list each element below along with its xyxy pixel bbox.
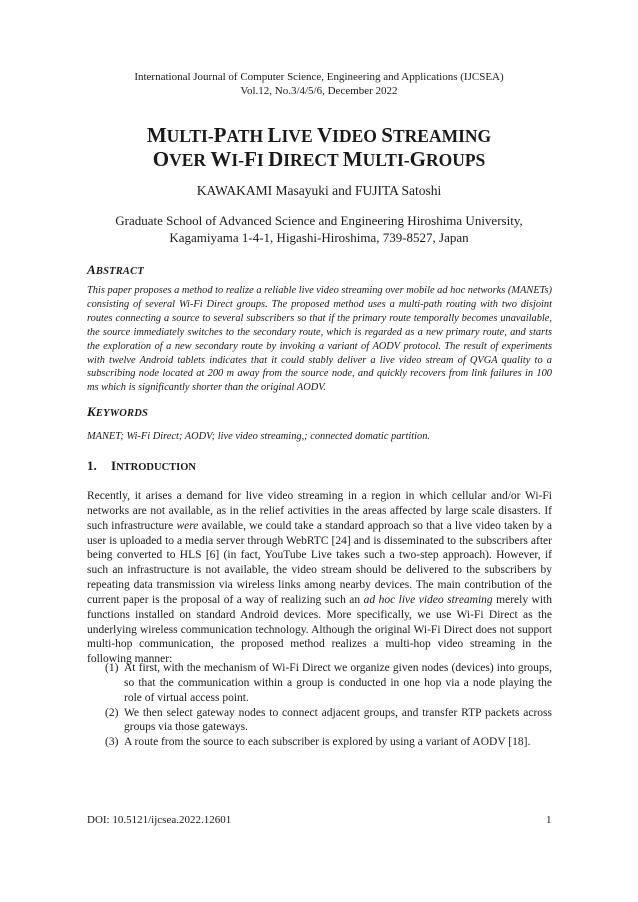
list-item	[105, 735, 552, 750]
list-item-text: We then select gateway nodes to connect adjacent groups, and transfer RTP packets across groups via those gateways.	[124, 706, 552, 734]
introduction-paragraph: Recently, it arises a demand for live video streaming in a region in which cellular and/or Wi-Fi networks are not available, as in the relief activities in the areas affected by large scale disasters. If such infrastructure were available, we could take a standard approach so that a live video taken by a user is uploaded to a media server through WebRTC [24] and is disseminated to the subscribers after being converted to HLS [6] (in fact, YouTube Live takes such a two-step approach). However, if such an infrastructure is not available, the video stream should be delivered to the subscribers by repeating data transmission via wireless links among nearby devices. The main contribution of the current paper is the proposal of a way of realizing such an ad hoc live video streaming merely with functions installed on standard Android devices. More specifically, we use Wi-Fi Direct as the underlying wireless communication technology. Although the original Wi-Fi Direct does not support multi-hop communication, the proposed method realizes a multi-hop video streaming in the following manner:	[87, 490, 552, 666]
journal-name: International Journal of Computer Science, Engineering and Applications (IJCSEA)	[134, 71, 504, 83]
method-steps-list	[105, 661, 552, 750]
keywords-heading: KEYWORDS	[87, 404, 149, 419]
paper-title	[0, 124, 638, 172]
title-line-1: MULTI-PATH LIVE VIDEO STREAMING	[146, 123, 492, 147]
title-line-2: OVER WI-FI DIRECT MULTI-GROUPS	[152, 147, 486, 171]
list-marker: (1)	[105, 662, 119, 674]
emphasis-were: were	[176, 519, 199, 532]
affiliation-line-1: Graduate School of Advanced Science and Engineering Hiroshima University,	[115, 213, 523, 228]
abstract-text: This paper proposes a method to realize a reliable live video streaming over mobile ad hoc networks (MANETs) consisting of several Wi-Fi Direct groups. The proposed method uses a multi-path routing with two disjoint routes connecting a source to several subscribers so that if the primary route temporally becomes unavailable, the source immediately switches to the secondary route, which is regarded as a new primary route, and starts the exploration of a new secondary route by invoking a variant of AODV protocol. The result of experiments with twelve Android tablets indicates that it could stably deliver a live video stream of QVGA quality to a subscribing node located at 200 m away from the source node, and quickly recovers from link failures in 100 ms which is significantly shorter than the original AODV.	[87, 285, 552, 394]
authors: KAWAKAMI Masayuki and FUJITA Satoshi	[196, 183, 442, 198]
footer-doi: DOI: 10.5121/ijcsea.2022.12601	[87, 814, 232, 826]
list-item-text: A route from the source to each subscriber is explored by using a variant of AODV [18].	[124, 736, 531, 749]
list-item-text: At first, with the mechanism of Wi-Fi Direct we organize given nodes (devices) into groups, so that the communication within a group is conducted in one hop via a node playing the role of virtual access point.	[124, 662, 552, 704]
affiliation	[0, 212, 638, 246]
list-marker: (2)	[105, 706, 119, 719]
list-item	[105, 661, 552, 706]
emphasis-ad-hoc: ad hoc live video streaming	[363, 593, 493, 606]
section-heading-introduction: 1. INTRODUCTION	[87, 458, 196, 473]
journal-volume: Vol.12, No.3/4/5/6, December 2022	[240, 85, 398, 97]
affiliation-line-2: Kagamiyama 1-4-1, Higashi-Hiroshima, 739-8527, Japan	[169, 230, 469, 245]
list-item	[105, 706, 552, 736]
journal-header	[0, 70, 638, 98]
page-number: 1	[546, 814, 552, 826]
section-number: 1.	[87, 458, 97, 473]
list-marker: (3)	[105, 736, 119, 749]
keywords-text: MANET; Wi-Fi Direct; AODV; live video streaming,; connected domatic partition.	[87, 431, 430, 442]
abstract-heading: ABSTRACT	[87, 262, 144, 277]
